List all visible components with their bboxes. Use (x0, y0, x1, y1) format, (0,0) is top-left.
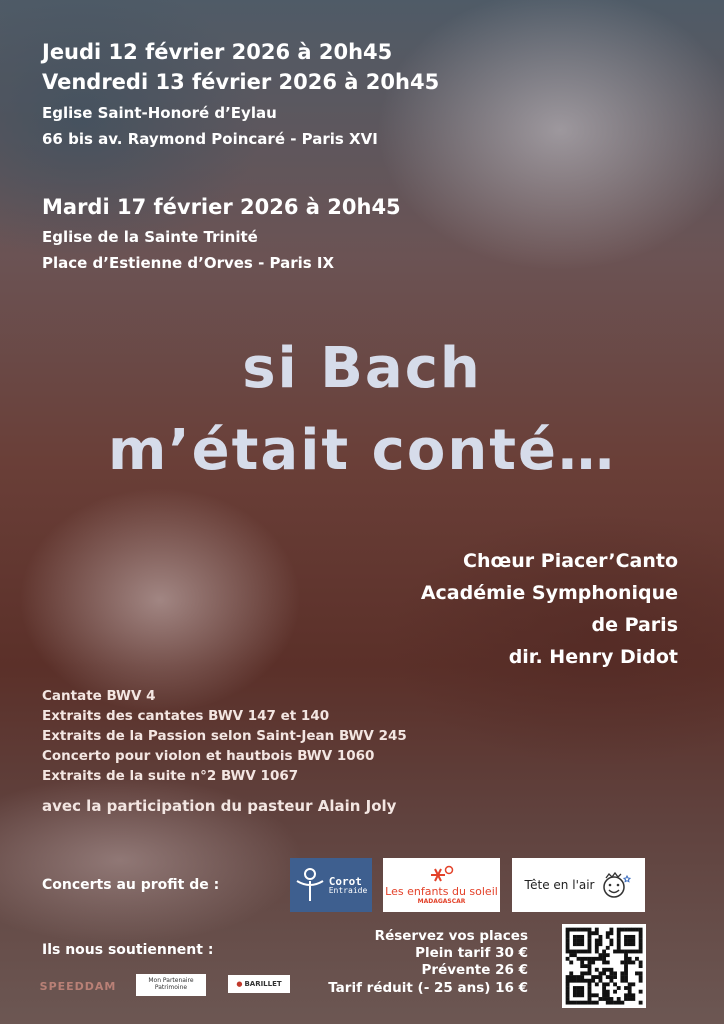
qr-module (595, 968, 599, 972)
qr-module (566, 931, 570, 935)
qr-module (606, 953, 610, 957)
qr-module (617, 997, 621, 1001)
qr-module (584, 957, 588, 961)
qr-module (580, 990, 584, 994)
qr-module (566, 993, 570, 997)
qr-module (573, 975, 577, 979)
qr-module (609, 971, 613, 975)
qr-module (588, 928, 592, 932)
performer-conductor: dir. Henry Didot (508, 646, 678, 668)
qr-module (606, 975, 610, 979)
qr-module (624, 961, 628, 965)
qr-module (628, 982, 632, 986)
qr-module (620, 961, 624, 965)
qr-module (639, 928, 643, 932)
qr-module (577, 986, 581, 990)
qr-module (617, 950, 621, 954)
qr-module (602, 968, 606, 972)
qr-module (566, 928, 570, 932)
qr-module (573, 993, 577, 997)
qr-module (577, 979, 581, 983)
qr-module (569, 950, 573, 954)
qr-module (588, 957, 592, 961)
qr-module (591, 979, 595, 983)
qr-module (609, 928, 613, 932)
qr-module (595, 957, 599, 961)
qr-module (566, 982, 570, 986)
corot-logo (290, 858, 372, 912)
qr-module (588, 942, 592, 946)
qr-module (602, 982, 606, 986)
qr-module (635, 971, 639, 975)
qr-module (566, 957, 570, 961)
qr-module (624, 935, 628, 939)
qr-module (613, 950, 617, 954)
enfants-du-soleil-sub: MADAGASCAR (417, 898, 466, 905)
program-item: Extraits de la suite n°2 BWV 1067 (42, 768, 299, 784)
qr-module (599, 971, 603, 975)
qr-module (639, 939, 643, 943)
qr-module (624, 953, 628, 957)
qr-module (602, 990, 606, 994)
qr-module (577, 993, 581, 997)
qr-module (606, 982, 610, 986)
qr-module (628, 986, 632, 990)
sun-figure-icon (427, 865, 457, 885)
qr-module (628, 935, 632, 939)
benefit-label: Concerts au profit de : (42, 877, 220, 893)
qr-module (635, 928, 639, 932)
venue-1: Eglise Saint-Honoré d’Eylau (42, 104, 277, 122)
qr-module (566, 990, 570, 994)
mon-partenaire-patrimoine-logo (136, 974, 206, 996)
qr-module (631, 961, 635, 965)
qr-module (584, 979, 588, 983)
qr-module (573, 939, 577, 943)
qr-module (580, 961, 584, 965)
qr-module (628, 997, 632, 1001)
qr-module (566, 997, 570, 1001)
qr-module (584, 964, 588, 968)
qr-module (617, 931, 621, 935)
qr-module (613, 971, 617, 975)
qr-module (617, 942, 621, 946)
qr-module (599, 957, 603, 961)
qr-module (595, 950, 599, 954)
qr-module (620, 979, 624, 983)
qr-module (639, 979, 643, 983)
qr-module (606, 997, 610, 1001)
qr-module (639, 964, 643, 968)
barillet-name: BARILLET (244, 980, 282, 988)
qr-module (595, 1001, 599, 1005)
qr-module (631, 950, 635, 954)
qr-module (617, 935, 621, 939)
qr-module (599, 942, 603, 946)
qr-module (595, 946, 599, 950)
qr-module (613, 982, 617, 986)
qr-module (588, 997, 592, 1001)
qr-module (566, 975, 570, 979)
qr-module (628, 993, 632, 997)
qr-module (599, 997, 603, 1001)
qr-module (617, 1001, 621, 1005)
qr-module (631, 939, 635, 943)
qr-module (591, 975, 595, 979)
qr-module (624, 997, 628, 1001)
qr-module (573, 928, 577, 932)
qr-module (580, 957, 584, 961)
qr-module (577, 975, 581, 979)
smiling-face-icon (600, 870, 632, 900)
qr-module (588, 931, 592, 935)
qr-module (599, 953, 603, 957)
qr-module (639, 990, 643, 994)
qr-module (620, 928, 624, 932)
qr-module (577, 990, 581, 994)
qr-module (573, 953, 577, 957)
qr-module (613, 1001, 617, 1005)
qr-module (588, 961, 592, 965)
qr-module (609, 939, 613, 943)
qr-module (639, 942, 643, 946)
qr-module (628, 957, 632, 961)
qr-module (617, 986, 621, 990)
ticket-price-reduced: Tarif réduit (- 25 ans) 16 € (328, 980, 528, 996)
qr-module (609, 968, 613, 972)
qr-module (624, 971, 628, 975)
qr-module (624, 993, 628, 997)
qr-module (599, 975, 603, 979)
qr-module (595, 928, 599, 932)
qr-module (624, 975, 628, 979)
qr-module (580, 971, 584, 975)
qr-module (588, 939, 592, 943)
qr-module (573, 950, 577, 954)
speeddam-name: SPEEDDAM (39, 979, 117, 993)
barillet-logo (228, 975, 290, 993)
qr-module (577, 942, 581, 946)
qr-module (617, 928, 621, 932)
qr-module (635, 957, 639, 961)
qr-module (628, 939, 632, 943)
qr-module (628, 928, 632, 932)
qr-module (566, 935, 570, 939)
ticket-price-full: Plein tarif 30 € (415, 945, 528, 961)
qr-module (591, 957, 595, 961)
title-line-2: m’était conté… (108, 418, 616, 483)
qr-module (566, 986, 570, 990)
tete-en-lair-name: Tête en l'air (524, 878, 595, 892)
qr-module (573, 986, 577, 990)
qr-module (566, 1001, 570, 1005)
qr-module (635, 950, 639, 954)
enfants-du-soleil-logo (383, 858, 500, 912)
qr-module (580, 979, 584, 983)
qr-module (628, 950, 632, 954)
qr-module (580, 964, 584, 968)
qr-module (573, 935, 577, 939)
qr-module (624, 957, 628, 961)
date-1: Jeudi 12 février 2026 à 20h45 (42, 40, 393, 64)
qr-module (602, 961, 606, 965)
qr-module (588, 935, 592, 939)
qr-module (577, 928, 581, 932)
address-1: 66 bis av. Raymond Poincaré - Paris XVI (42, 130, 378, 148)
qr-module (595, 982, 599, 986)
qr-module (580, 975, 584, 979)
qr-module (624, 939, 628, 943)
qr-module (569, 1001, 573, 1005)
qr-module (606, 968, 610, 972)
person-icon (295, 867, 325, 903)
qr-module (609, 997, 613, 1001)
qr-module (577, 935, 581, 939)
qr-module (631, 982, 635, 986)
program-item: Extraits de la Passion selon Saint-Jean BWV 245 (42, 728, 407, 744)
qr-module (580, 993, 584, 997)
qr-module (639, 975, 643, 979)
performer-choir: Chœur Piacer’Canto (463, 550, 678, 572)
qr-module (573, 979, 577, 983)
qr-module (624, 986, 628, 990)
qr-module (606, 990, 610, 994)
qr-module (602, 950, 606, 954)
qr-module (609, 942, 613, 946)
qr-module (606, 993, 610, 997)
qr-module (631, 993, 635, 997)
qr-module (602, 953, 606, 957)
qr-module (617, 939, 621, 943)
qr-module (620, 1001, 624, 1005)
qr-module (569, 928, 573, 932)
date-3: Mardi 17 février 2026 à 20h45 (42, 195, 401, 219)
qr-module (609, 1001, 613, 1005)
mon-partenaire-patrimoine-name: Mon Partenaire Patrimoine (148, 977, 194, 991)
qr-module (602, 957, 606, 961)
qr-module (609, 975, 613, 979)
qr-module (588, 950, 592, 954)
qr-module (639, 935, 643, 939)
speeddam-logo (39, 974, 117, 998)
qr-code-icon[interactable] (562, 924, 646, 1008)
qr-module (624, 942, 628, 946)
address-2: Place d’Estienne d’Orves - Paris IX (42, 254, 335, 272)
qr-module (613, 975, 617, 979)
qr-module (602, 997, 606, 1001)
qr-module (595, 975, 599, 979)
qr-module (639, 1001, 643, 1005)
qr-module (624, 928, 628, 932)
qr-module (584, 928, 588, 932)
enfants-du-soleil-name: Les enfants du soleil (385, 885, 498, 898)
qr-module (591, 1001, 595, 1005)
qr-module (624, 964, 628, 968)
qr-module (620, 975, 624, 979)
qr-module (566, 946, 570, 950)
qr-module (602, 971, 606, 975)
qr-module (639, 950, 643, 954)
qr-module (599, 979, 603, 983)
qr-module (577, 957, 581, 961)
qr-module (595, 942, 599, 946)
qr-module (624, 950, 628, 954)
qr-module (606, 946, 610, 950)
qr-module (577, 950, 581, 954)
venue-2: Eglise de la Sainte Trinité (42, 228, 258, 246)
qr-module (628, 961, 632, 965)
qr-module (569, 975, 573, 979)
qr-module (588, 968, 592, 972)
qr-module (606, 935, 610, 939)
qr-module (580, 1001, 584, 1005)
qr-module (566, 979, 570, 983)
qr-module (588, 982, 592, 986)
corot-name: Corot (328, 874, 362, 888)
qr-module (624, 979, 628, 983)
qr-module (573, 990, 577, 994)
qr-module (599, 939, 603, 943)
qr-module (639, 961, 643, 965)
performer-academy-city: de Paris (591, 614, 678, 636)
qr-module (631, 997, 635, 1001)
ticket-price-presale: Prévente 26 € (421, 962, 528, 978)
qr-module (573, 1001, 577, 1005)
qr-module (566, 939, 570, 943)
qr-module (628, 942, 632, 946)
tete-en-lair-logo (512, 858, 645, 912)
qr-module (584, 971, 588, 975)
qr-module (580, 928, 584, 932)
qr-module (584, 1001, 588, 1005)
qr-module (588, 971, 592, 975)
qr-module (580, 950, 584, 954)
qr-module (620, 950, 624, 954)
qr-module (573, 942, 577, 946)
qr-module (588, 990, 592, 994)
qr-module (602, 993, 606, 997)
qr-module (569, 961, 573, 965)
qr-module (595, 993, 599, 997)
qr-module (599, 935, 603, 939)
ticket-header: Réservez vos places (374, 928, 528, 944)
qr-module (631, 928, 635, 932)
qr-module (566, 942, 570, 946)
qr-module (584, 950, 588, 954)
participation-note: avec la participation du pasteur Alain Joly (42, 797, 397, 815)
qr-module (606, 1001, 610, 1005)
qr-module (577, 1001, 581, 1005)
qr-module (631, 935, 635, 939)
qr-module (569, 979, 573, 983)
qr-module (613, 990, 617, 994)
qr-module (588, 979, 592, 983)
program-item: Cantate BWV 4 (42, 688, 156, 704)
qr-module (588, 1001, 592, 1005)
qr-module (580, 986, 584, 990)
qr-module (591, 931, 595, 935)
qr-module (569, 953, 573, 957)
qr-module (591, 993, 595, 997)
qr-module (639, 971, 643, 975)
qr-module (595, 939, 599, 943)
supporters-label: Ils nous soutiennent : (42, 942, 214, 958)
program-item: Extraits des cantates BWV 147 et 140 (42, 708, 330, 724)
qr-module (639, 946, 643, 950)
barillet-mark-icon: ● (236, 980, 243, 988)
qr-module (602, 986, 606, 990)
program-item: Concerto pour violon et hautbois BWV 1060 (42, 748, 375, 764)
qr-module (588, 946, 592, 950)
qr-module (580, 935, 584, 939)
qr-module (588, 964, 592, 968)
qr-module (591, 961, 595, 965)
qr-module (577, 939, 581, 943)
qr-module (569, 971, 573, 975)
qr-module (606, 931, 610, 935)
qr-module (628, 990, 632, 994)
qr-module (580, 942, 584, 946)
qr-module (588, 993, 592, 997)
qr-module (588, 986, 592, 990)
qr-module (609, 979, 613, 983)
qr-module (631, 942, 635, 946)
qr-module (609, 931, 613, 935)
date-2: Vendredi 13 février 2026 à 20h45 (42, 70, 440, 94)
qr-module (617, 946, 621, 950)
qr-module (566, 950, 570, 954)
performer-academy: Académie Symphonique (420, 582, 678, 604)
qr-module (639, 931, 643, 935)
qr-module (620, 971, 624, 975)
qr-module (580, 939, 584, 943)
qr-module (624, 968, 628, 972)
title-line-1: si Bach (242, 336, 482, 401)
qr-module (595, 931, 599, 935)
qr-module (606, 961, 610, 965)
corot-sub: Entraide (328, 885, 368, 895)
